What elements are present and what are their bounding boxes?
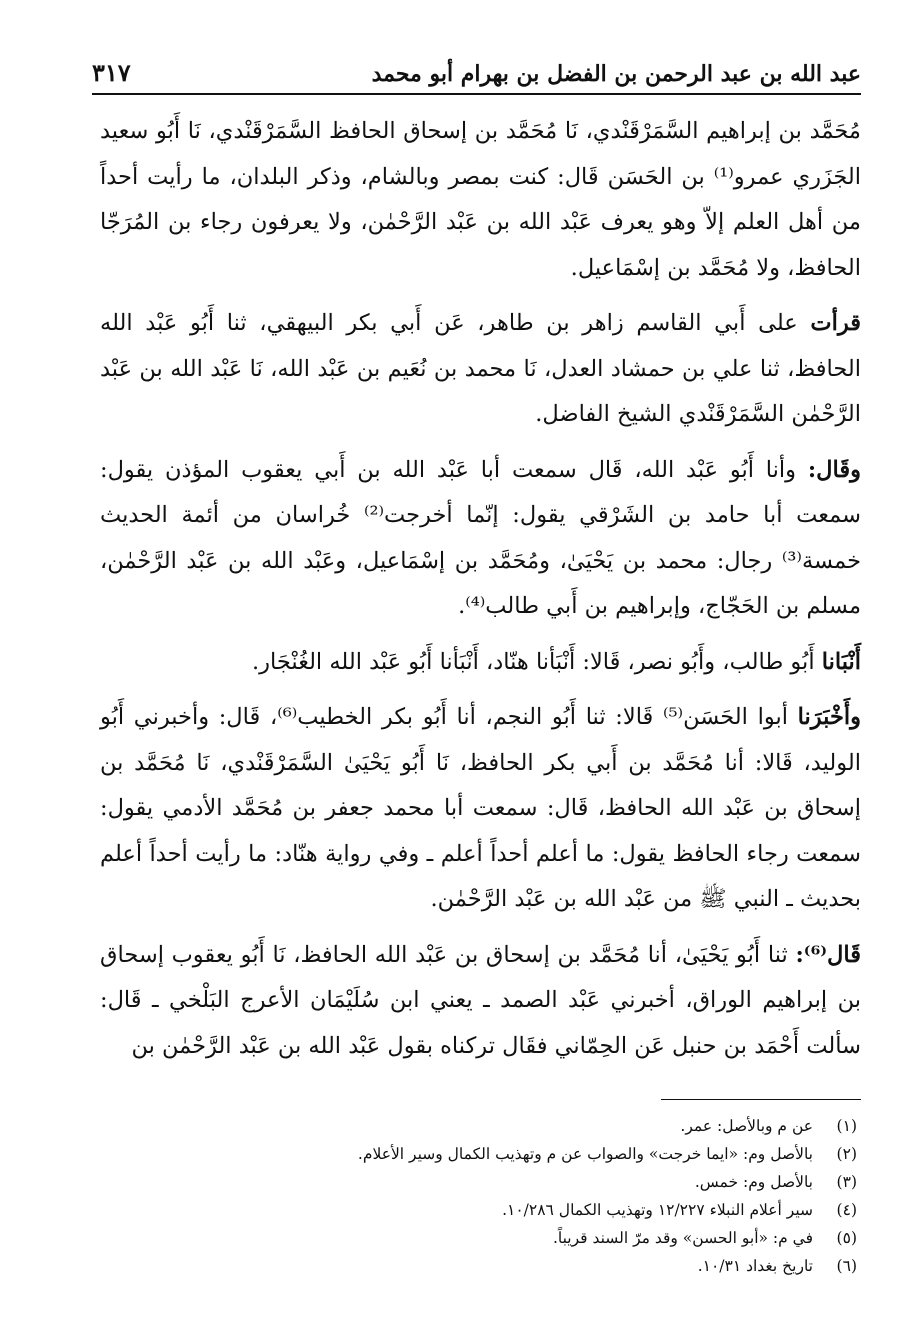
paragraph	[100, 301, 861, 438]
footnote-text: في م: «أبو الحسن» وقد مرّ السند قريباً.	[552, 1229, 813, 1247]
page-header	[92, 58, 861, 95]
paragraph-lead: قَال⁽⁶⁾:	[795, 941, 861, 968]
footnote	[100, 1140, 861, 1168]
footnote-text: تاريخ بغداد ١٠/٣١.	[697, 1257, 813, 1275]
paragraph	[100, 109, 861, 291]
footnote	[100, 1224, 861, 1252]
paragraph-text: على أَبي القاسم زاهر بن طاهر، عَن أَبي بكر البيهقي، ثنا أَبُو عَبْد الله الحافظ، ثنا علي بن حمشاد العدل، نَا محمد بن نُعَيم بن عَبْد الله، نَا عَبْد الله بن عَبْد الرَّحْمٰن السَّمَرْقَنْدي الشيخ الفاضل.	[100, 310, 861, 427]
paragraph-lead: أَنْبَانا	[821, 648, 861, 675]
footnote-number: (٣)	[836, 1173, 857, 1191]
main-text	[100, 109, 861, 1069]
footnote-text: عن م وبالأصل: عمر.	[680, 1117, 813, 1135]
paragraph-text: وأنا أَبُو عَبْد الله، قَال سمعت أبا عَبْد الله بن أَبي يعقوب المؤذن يقول: سمعت أبا حامد بن الشَرْقي يقول: إنّما أخرجت⁽²⁾ خُراسان من أئمة الحديث خمسة⁽³⁾ رجال: محمد بن يَحْيَىٰ، ومُحَمَّد بن إسْمَاعيل، وعَبْد الله بن عَبْد الرَّحْمٰن، مسلم بن الحَجّاج، وإبراهيم بن أَبي طالب⁽⁴⁾.	[100, 456, 861, 619]
paragraph-text: ثنا أَبُو يَحْيَىٰ، أنا مُحَمَّد بن إسحاق بن عَبْد الله الحافظ، نَا أَبُو يعقوب إسحاق بن إبراهيم الوراق، أخبرني عَبْد الصمد ـ يعني ابن سُلَيْمَان الأعرج البَلْخي ـ قَال: سألت أَحْمَد بن حنبل عَن الحِمّاني فقَال تركناه بقول عَبْد الله بن عَبْد الرَّحْمٰن بن	[100, 941, 861, 1059]
footnote	[100, 1252, 861, 1280]
footnote-number: (٢)	[836, 1145, 857, 1163]
paragraph-text: أَبُو طالب، وأَبُو نصر، قَالا: أَنْبَأنا هنّاد، أَنْبَأنا أَبُو عَبْد الله الغُنْجَار.	[252, 648, 822, 675]
footnote-number: (١)	[836, 1117, 857, 1135]
footnote-number: (٦)	[836, 1257, 857, 1275]
paragraph	[100, 933, 861, 1070]
footnote-text: سير أعلام النبلاء ١٢/٢٢٧ وتهذيب الكمال ١٠/٢٨٦.	[502, 1201, 813, 1219]
paragraph-lead: قرأت	[810, 310, 861, 336]
running-title: عبد الله بن عبد الرحمن بن الفضل بن بهرام أبو محمد	[371, 61, 861, 87]
paragraph-text: أبوا الحَسَن⁽⁵⁾ قَالا: ثنا أَبُو النجم، أنا أَبُو بكر الخطيب⁽⁶⁾، قَال: وأخبرني أَبُو الوليد، قَالا: أنا مُحَمَّد بن أَبي بكر الحافظ، نَا أَبُو يَحْيَىٰ السَّمَرْقَنْدي، نَا مُحَمَّد بن إسحاق بن عَبْد الله الحافظ، قَال: سمعت أبا محمد جعفر بن مُحَمَّد الأدمي يقول: سمعت رجاء الحافظ يقول: ما أعلم أحداً أعلم ـ وفي رواية هنّاد: ما رأيت أحداً أعلم بحديث ـ النبي ﷺ من عَبْد الله بن عَبْد الرَّحْمٰن.	[100, 704, 861, 912]
paragraph	[100, 640, 861, 686]
page-number: ٣١٧	[92, 58, 131, 87]
footnote-separator	[661, 1099, 861, 1100]
footnote	[100, 1168, 861, 1196]
footnote-number: (٤)	[836, 1201, 857, 1219]
paragraph	[100, 695, 861, 923]
footnote	[100, 1112, 861, 1140]
footnote-number: (٥)	[836, 1229, 857, 1247]
footnote	[100, 1196, 861, 1224]
paragraph-lead: وقَال:	[807, 456, 861, 483]
footnotes	[100, 1112, 861, 1280]
footnote-text: بالأصل وم: خمس.	[694, 1173, 813, 1191]
footnote-text: بالأصل وم: «ايما خرجت» والصواب عن م وتهذيب الكمال وسير الأعلام.	[357, 1145, 813, 1163]
paragraph-text: مُحَمَّد بن إبراهيم السَّمَرْقَنْدي، نَا مُحَمَّد بن إسحاق الحافظ السَّمَرْقَنْدي، نَا أَبُو سعيد الجَزَري عمرو⁽¹⁾ بن الحَسَن قَال: كنت بمصر وبالشام، وذكر البلدان، ما رأيت أحداً من أهل العلم إلاّ وهو يعرف عَبْد الله بن عَبْد الرَّحْمٰن، ولا يعرفون رجاء بن المُرَجّا الحافظ، ولا مُحَمَّد بن إسْمَاعيل.	[100, 118, 861, 281]
paragraph-lead: وأَخْبَرَنا	[797, 704, 861, 730]
paragraph	[100, 448, 861, 630]
